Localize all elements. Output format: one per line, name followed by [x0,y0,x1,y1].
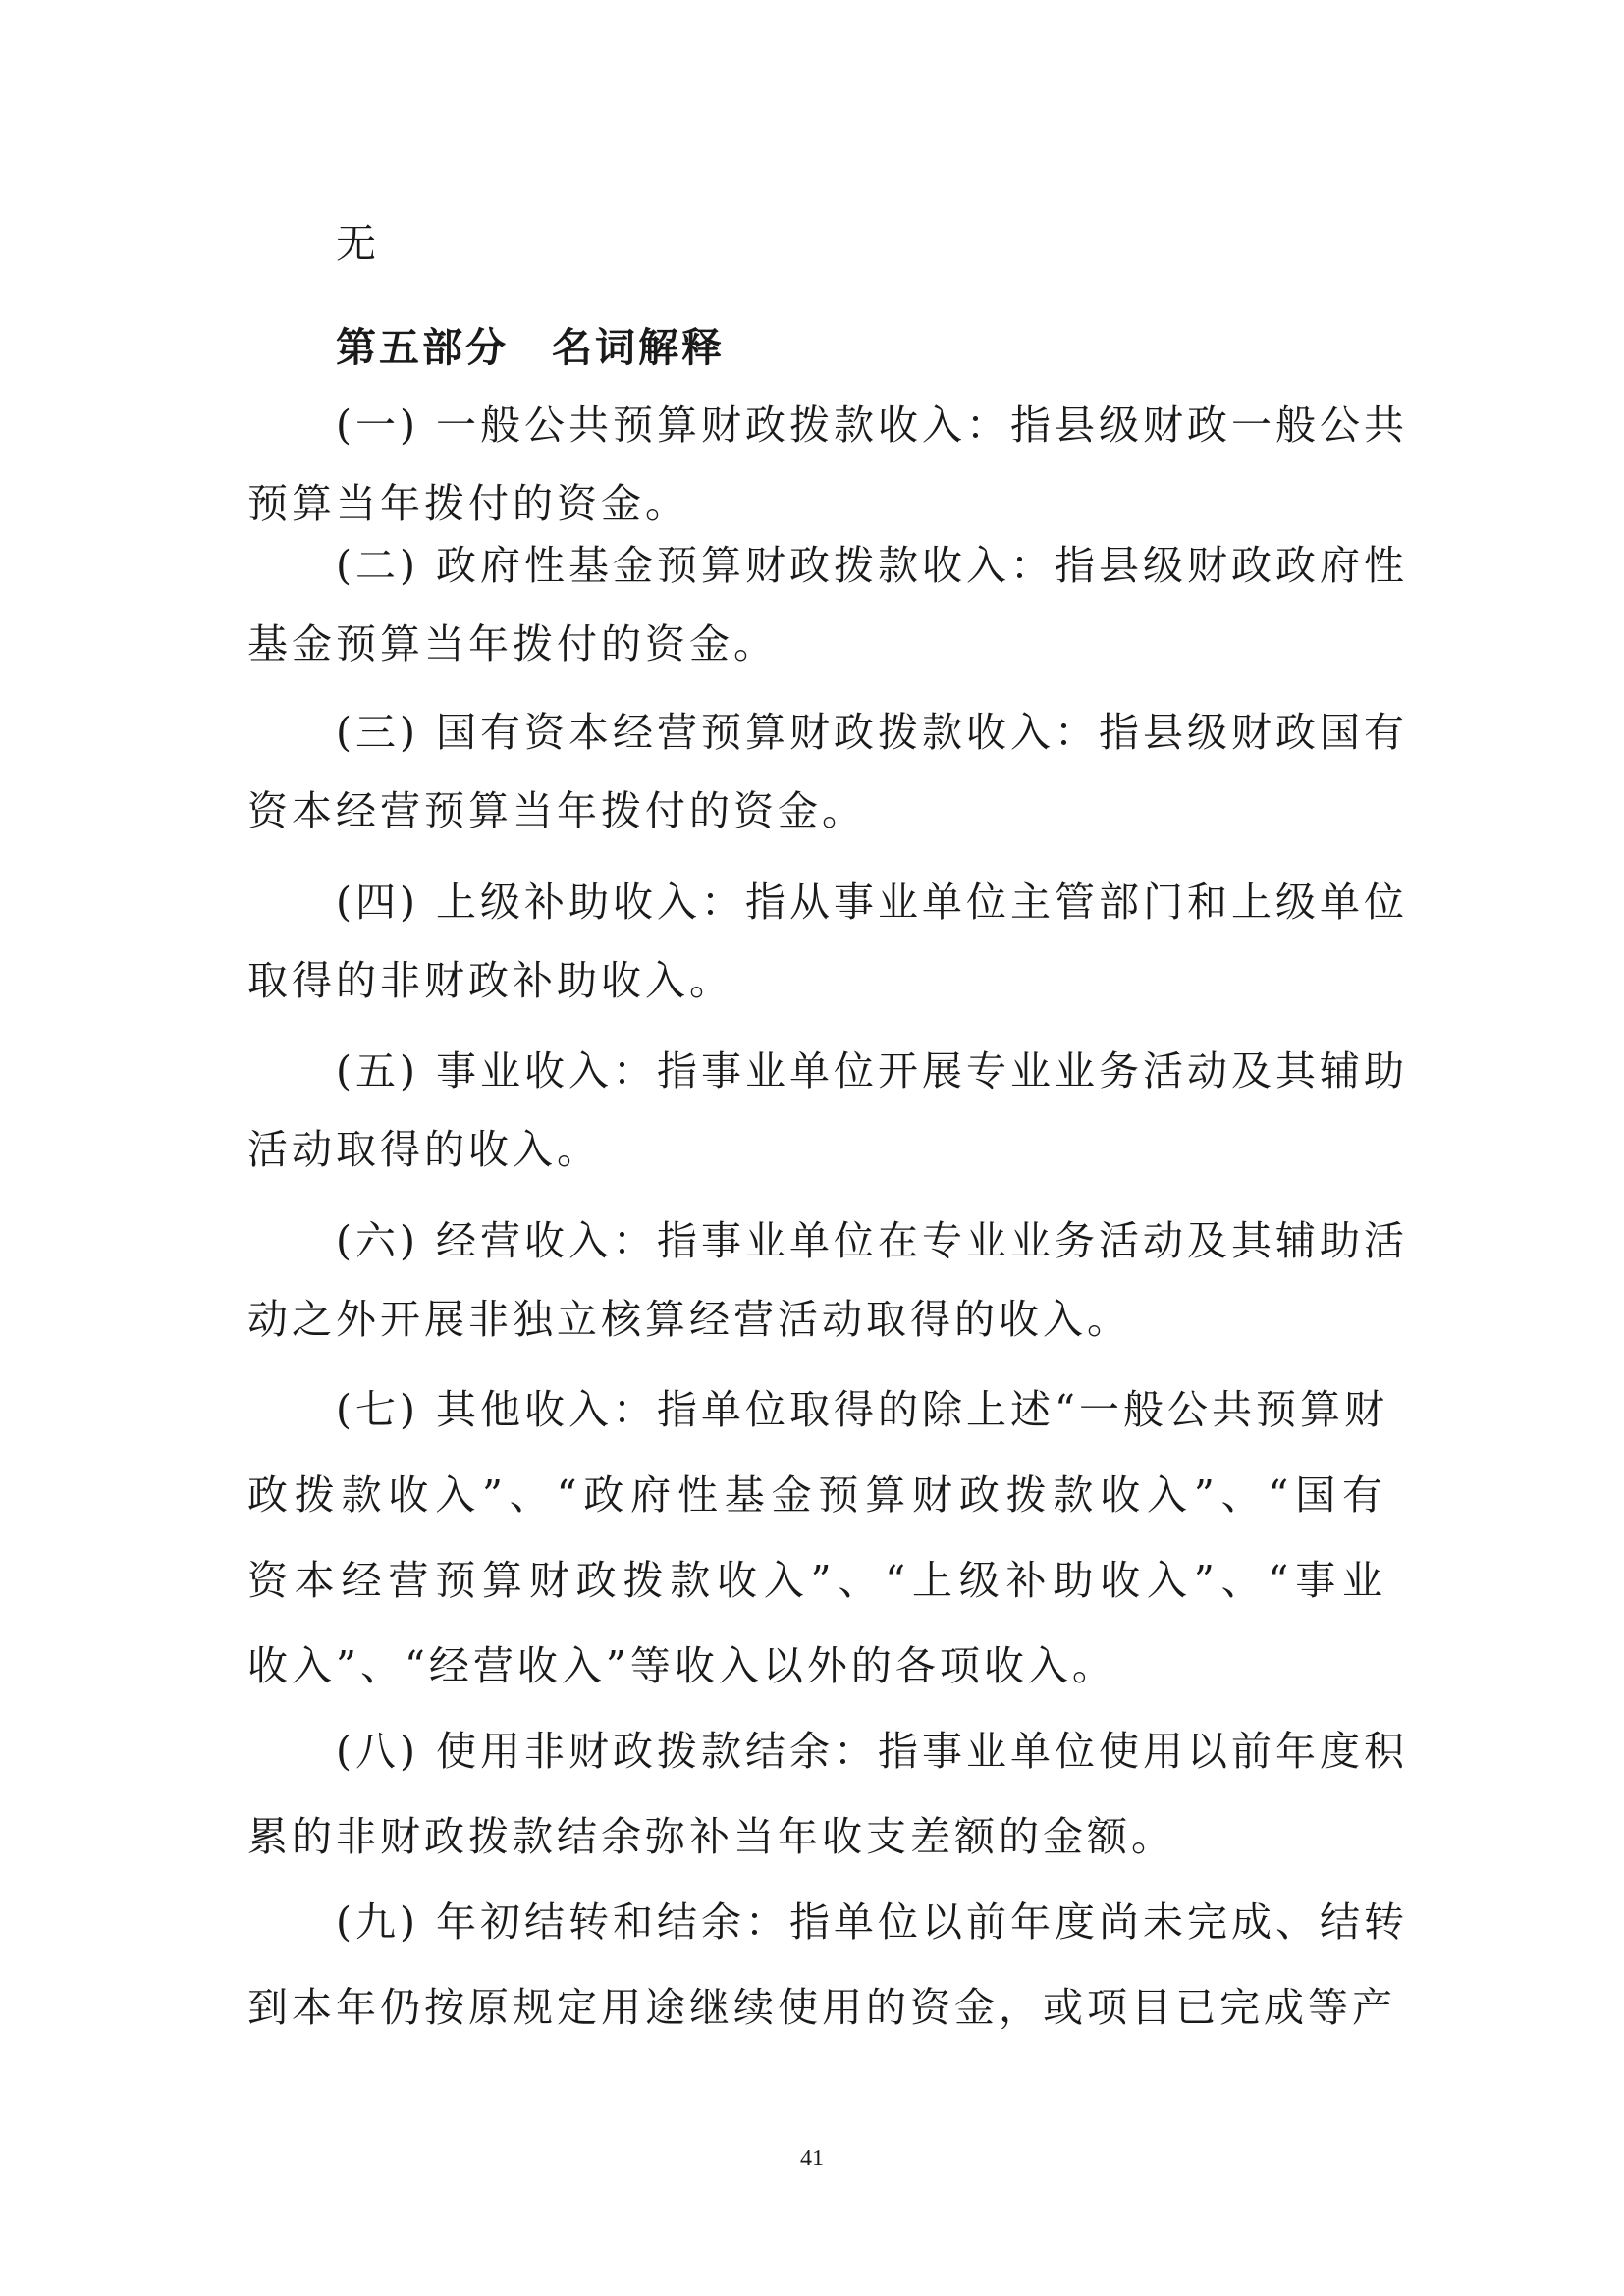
definition-7-line-4: 收入”、“经营收入”等收入以外的各项收入。 [247,1642,1116,1689]
definition-3-line-1: (三) 国有资本经营预算财政拨款收入：指县级财政国有 [336,709,1409,756]
section-heading: 第五部分 名词解释 [336,324,725,371]
definition-8-line-1: (八) 使用非财政拨款结余：指事业单位使用以前年度积 [336,1728,1409,1775]
definition-9-line-1: (九) 年初结转和结余：指单位以前年度尚未完成、结转 [336,1898,1409,1946]
definition-5-line-1: (五) 事业收入：指事业单位开展专业业务活动及其辅助 [336,1047,1409,1095]
definition-7-line-2: 政拨款收入”、“政府性基金预算财政拨款收入”、“国有 [247,1471,1386,1519]
definition-9-line-2: 到本年仍按原规定用途继续使用的资金，或项目已完成等产 [247,1984,1396,2031]
definition-4-line-2: 取得的非财政补助收入。 [247,957,733,1004]
definition-6-line-2: 动之外开展非独立核算经营活动取得的收入。 [247,1296,1131,1343]
definition-8-line-2: 累的非财政拨款结余弥补当年收支差额的金额。 [247,1813,1175,1860]
intro-text: 无 [336,220,380,267]
definition-1-line-1: (一) 一般公共预算财政拨款收入：指县级财政一般公共 [336,401,1409,449]
page-number: 41 [800,2146,824,2171]
definition-5-line-2: 活动取得的收入。 [247,1126,601,1173]
definition-7-line-1: (七) 其他收入：指单位取得的除上述“一般公共预算财 [336,1386,1388,1433]
definition-1-line-2: 预算当年拨付的资金。 [247,480,689,527]
definition-2-line-2: 基金预算当年拨付的资金。 [247,620,778,667]
definition-7-line-3: 资本经营预算财政拨款收入”、“上级补助收入”、“事业 [247,1557,1386,1604]
definition-6-line-1: (六) 经营收入：指事业单位在专业业务活动及其辅助活 [336,1217,1409,1264]
definition-3-line-2: 资本经营预算当年拨付的资金。 [247,787,866,834]
definition-2-line-1: (二) 政府性基金预算财政拨款收入：指县级财政政府性 [336,542,1409,589]
definition-4-line-1: (四) 上级补助收入：指从事业单位主管部门和上级单位 [336,879,1409,926]
